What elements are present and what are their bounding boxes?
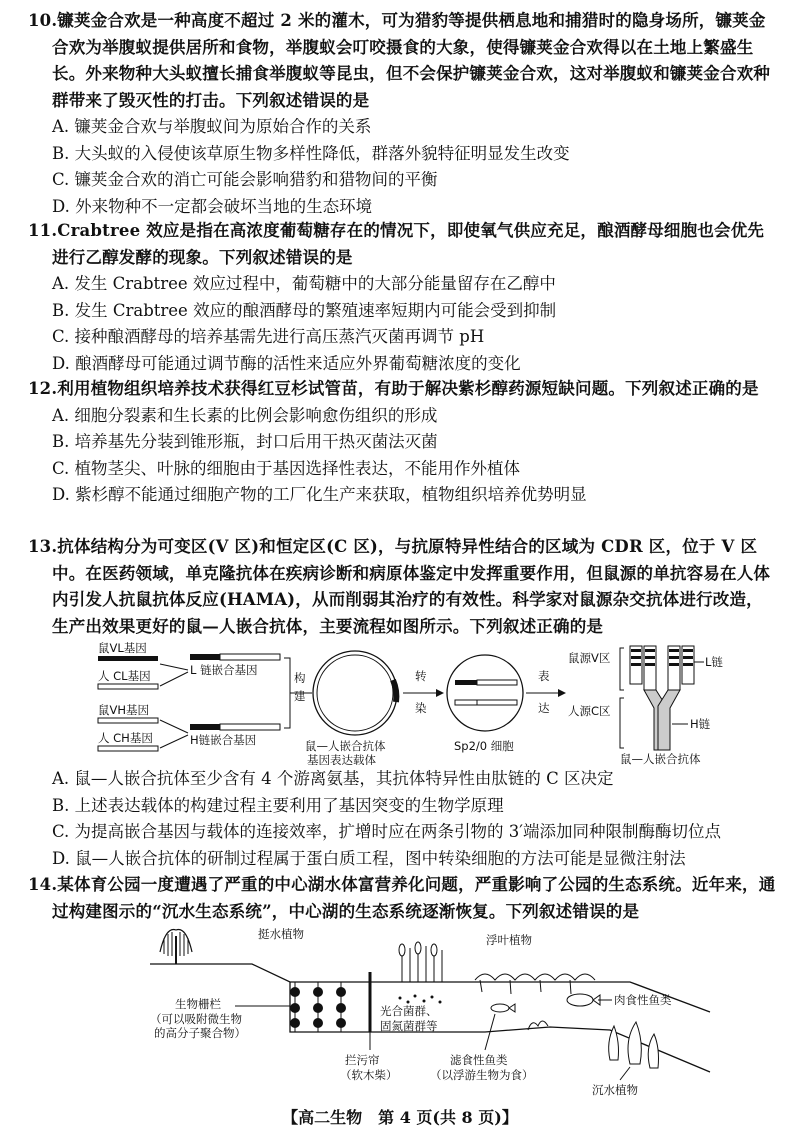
fence-label: 的高分子聚合物） (154, 1026, 246, 1040)
arrow-line (160, 735, 188, 748)
arrow-line (160, 664, 188, 670)
cell-gene-c (477, 680, 517, 685)
option-d: D. 酿酒酵母可能通过调节酶的活性来适应外界葡萄糖浓度的变化 (52, 353, 521, 373)
transfect-label: 染 (415, 701, 427, 715)
bracket (284, 658, 290, 728)
cell-gene-v (455, 680, 477, 685)
curtain-label: （软木柴） (340, 1068, 398, 1082)
submerged-label: 沉水植物 (592, 1083, 638, 1097)
h-chimeric-label: H链嵌合基因 (190, 733, 257, 747)
pointer-line (620, 1067, 630, 1080)
question-13-options (28, 766, 776, 872)
option-c: C. 镰荚金合欢的消亡可能会影响猎豹和猎物间的平衡 (52, 170, 438, 189)
construct-label: 建 (294, 689, 306, 703)
express-label: 表 (538, 669, 550, 683)
bacteria-label: 固氮菌群等 (380, 1019, 438, 1033)
option-b: B. 培养基先分装到锥形瓶，封口后用干热灭菌法灭菌 (52, 432, 438, 451)
option-c: C. 接种酿酒酵母的培养基需先进行高压蒸汽灭菌再调节 pH (52, 327, 485, 346)
h-chain-label: H链 (690, 717, 711, 731)
question-stem: 13.抗体结构分为可变区(V 区)和恒定区(C 区)，与抗原特异性结合的区域为 CDR 区，位于 V 区中。在医药领域，单克隆抗体在疾病诊断和病原体鉴定中发挥重要作用，但鼠源的单抗容易在人体内引发人抗鼠抗体反应(HAMA)，从而削弱其治疗的有效性。科学家对鼠源杂交抗体进行改造，生产出效果更好的鼠—人嵌合抗体，主要流程如图所示。下列叙述正确的是 (28, 537, 771, 636)
filter-fish-label: 滤食性鱼类 (450, 1053, 508, 1067)
carnivore-label: 肉食性鱼类 (614, 993, 672, 1007)
mouse-vl-gene-bar (98, 656, 158, 661)
lake-ecosystem-diagram (140, 922, 720, 1097)
cell-gene-c (477, 700, 517, 705)
arrow-line (160, 720, 188, 733)
fence-label: （可以吸附微生物 (150, 1012, 242, 1026)
option-b: B. 上述表达载体的构建过程主要利用了基因突变的生物学原理 (52, 795, 504, 815)
page-footer: 【高二生物 第 4 页(共 8 页)】 (282, 1108, 518, 1127)
carnivore-fish-icon (567, 994, 600, 1006)
emergent-plants (399, 942, 442, 982)
question-14 (28, 872, 776, 925)
human-c-region-label: 人源C区 (568, 704, 611, 718)
human-ch-label: 人 CH基因 (98, 731, 153, 745)
antibody-shape (630, 646, 694, 750)
option-b: B. 大头蚁的入侵使该草原生物多样性降低，群落外貌特征明显发生改变 (52, 143, 570, 163)
human-cl-gene-bar (98, 684, 158, 689)
sp20-label: Sp2/0 细胞 (454, 739, 514, 753)
tree-icon (160, 929, 192, 964)
cell-gene-v (455, 700, 477, 705)
option-a: A. 鼠—人嵌合抗体至少含有 4 个游离氨基，其抗体特异性由肽链的 C 区决定 (52, 769, 614, 788)
question-stem: 12.利用植物组织培养技术获得红豆杉试管苗，有助于解决紫杉醇药源短缺问题。下列叙述正确的是 (28, 379, 759, 398)
sp20-cell (447, 655, 523, 731)
submerged-plants (528, 1021, 659, 1068)
plasmid-insert (393, 680, 396, 702)
option-d: D. 紫杉醇不能通过细胞产物的工厂化生产来获取，植物组织培养优势明显 (52, 485, 587, 504)
question-13 (28, 534, 776, 640)
transfect-label: 转 (415, 669, 427, 683)
option-d: D. 鼠—人嵌合抗体的研制过程属于蛋白质工程，图中转染细胞的方法可能是显微注射法 (52, 848, 686, 868)
floating-plants (475, 974, 595, 994)
bracket (620, 648, 624, 690)
bacteria-label: 光合菌群、 (380, 1004, 438, 1018)
option-b: B. 发生 Crabtree 效应的酿酒酵母的繁殖速率短期内可能会受到抑制 (52, 300, 557, 320)
question-stem: 10.镰荚金合欢是一种高度不超过 2 米的灌木，可为猎豹等提供栖息地和捕猎时的隐身场所，镰荚金合欢为举腹蚁提供居所和食物，举腹蚁会叮咬摄食的大象，使得镰荚金合欢得以在土地上繁盛生长。外来物种大头蚁擅长捕食举腹蚁等昆虫，但不会保护镰荚金合欢，这对举腹蚁和镰荚金合欢种群带来了毁灭性的打击。下列叙述错误的是 (28, 11, 771, 110)
option-a: A. 发生 Crabtree 效应过程中，葡萄糖中的大部分能量留存在乙醇中 (52, 274, 556, 293)
vector-label: 鼠—人嵌合抗体 (305, 739, 386, 753)
l-chain-label: L链 (705, 655, 723, 669)
h-chimeric-v-part (190, 724, 220, 730)
question-stem: 14.某体育公园一度遭遇了严重的中心湖水体富营养化问题，严重影响了公园的生态系统。近年来，通过构建图示的“沉水生态系统”，中心湖的生态系统逐渐恢复。下列叙述错误的是 (28, 875, 776, 921)
question-stem: 11.Crabtree 效应是指在高浓度葡萄糖存在的情况下，即使氧气供应充足，酿酒酵母细胞也会优先进行乙醇发酵的现象。下列叙述错误的是 (28, 221, 765, 267)
emergent-label: 挺水植物 (258, 927, 304, 941)
curtain-label: 拦污帘 (345, 1053, 380, 1067)
bio-fence (290, 982, 346, 1032)
h-chimeric-c-part (220, 724, 280, 730)
vector-label: 基因表达载体 (307, 753, 376, 765)
plasmid-circle (313, 651, 397, 735)
option-c: C. 为提高嵌合基因与载体的连接效率，扩增时应在两条引物的 3′端添加同种限制酶酶切位点 (52, 822, 722, 841)
question-12 (28, 376, 776, 509)
l-chimeric-label: L 链嵌合基因 (190, 663, 258, 677)
bracket (620, 698, 624, 748)
filter-fish-icon (491, 1004, 515, 1012)
arrow-head (436, 689, 444, 697)
human-ch-gene-bar (98, 746, 158, 751)
l-chimeric-c-part (220, 654, 280, 660)
fence-label: 生物栅栏 (175, 997, 221, 1011)
question-11 (28, 218, 776, 377)
antibody-label: 鼠—人嵌合抗体 (620, 752, 701, 765)
arrow-head (558, 689, 566, 697)
arrow-line (160, 672, 188, 686)
mouse-vh-label: 鼠VH基因 (98, 703, 150, 717)
mouse-v-region-label: 鼠源V区 (568, 651, 611, 665)
floating-label: 浮叶植物 (486, 933, 532, 947)
bacteria-dots (399, 995, 442, 1004)
l-chimeric-v-part (190, 654, 220, 660)
mouse-vh-gene-bar (98, 718, 158, 723)
human-cl-label: 人 CL基因 (98, 669, 151, 683)
antibody-construction-diagram (90, 640, 770, 765)
express-label: 达 (538, 701, 550, 715)
option-c: C. 植物茎尖、叶脉的细胞由于基因选择性表达，不能用作外植体 (52, 458, 521, 478)
construct-label: 构 (294, 671, 306, 685)
option-a: A. 细胞分裂素和生长素的比例会影响愈伤组织的形成 (52, 405, 438, 425)
option-a: A. 镰荚金合欢与举腹蚁间为原始合作的关系 (52, 117, 372, 136)
question-10 (28, 8, 776, 220)
plasmid-circle-inner (317, 655, 393, 731)
mouse-vl-label: 鼠VL基因 (98, 641, 147, 655)
filter-fish-label: （以浮游生物为食） (430, 1068, 534, 1082)
option-d: D. 外来物种不一定都会破坏当地的生态环境 (52, 196, 373, 216)
